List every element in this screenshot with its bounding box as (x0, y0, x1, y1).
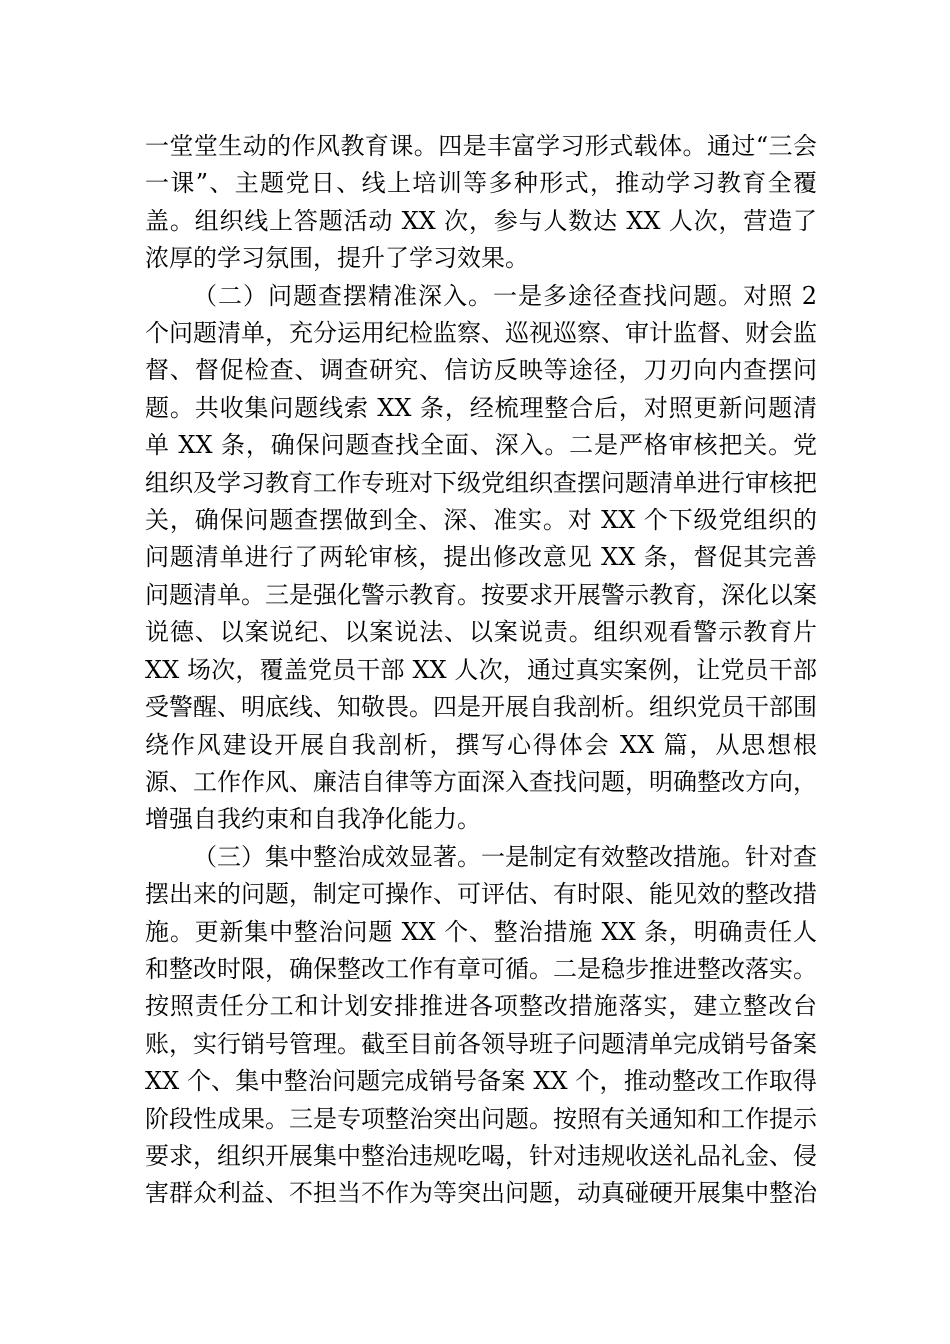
paragraph-learning-forms: 一堂堂生动的作风教育课。四是丰富学习形式载体。通过“三会一课”、主题党日、线上培训等多种形式，推动学习教育全覆盖。组织线上答题活动 XX 次，参与人数达 XX 人次，营造了浓厚的学习氛围，提升了学习效果。 (145, 132, 817, 273)
paragraph-problem-finding: （二）问题查摆精准深入。一是多途径查找问题。对照 2 个问题清单，充分运用纪检监察、巡视巡察、审计监督、财会监督、督促检查、调查研究、信访反映等途径，刀刃向内查摆问题。共收集问题线索 XX 条，经梳理整合后，对照更新问题清单 XX 条，确保问题查找全面、深入。二是严格审核把关。党组织及学习教育工作专班对下级党组织查摆问题清单进行审核把关，确保问题查摆做到全、深、准实。对 XX 个下级党组织的问题清单进行了两轮审核，提出修改意见 XX 条，督促其完善问题清单。三是强化警示教育。按要求开展警示教育，深化以案说德、以案说纪、以案说法、以案说责。组织观看警示教育片 XX 场次，覆盖党员干部 XX 人次，通过真实案例，让党员干部受警醒、明底线、知敬畏。四是开展自我剖析。组织党员干部围绕作风建设开展自我剖析，撰写心得体会 XX 篇，从思想根源、工作作风、廉洁自律等方面深入查找问题，明确整改方向，增强自我约束和自我净化能力。 (145, 281, 817, 834)
document-body (145, 128, 817, 1213)
paragraph-rectification: （三）集中整治成效显著。一是制定有效整改措施。针对查摆出来的问题，制定可操作、可评估、有时限、能见效的整改措施。更新集中整治问题 XX 个、整治措施 XX 条，明确责任人和整改时限，确保整改工作有章可循。二是稳步推进整改落实。按照责任分工和计划安排推进各项整改措施落实，建立整改台账，实行销号管理。截至目前各领导班子问题清单完成销号备案 XX 个、集中整治问题完成销号备案 XX 个，推动整改工作取得阶段性成果。三是专项整治突出问题。按照有关通知和工作提示要求，组织开展集中整治违规吃喝，针对违规收送礼品礼金、侵害群众利益、不担当不作为等突出问题，动真碰硬开展集中整治 (145, 842, 817, 1208)
